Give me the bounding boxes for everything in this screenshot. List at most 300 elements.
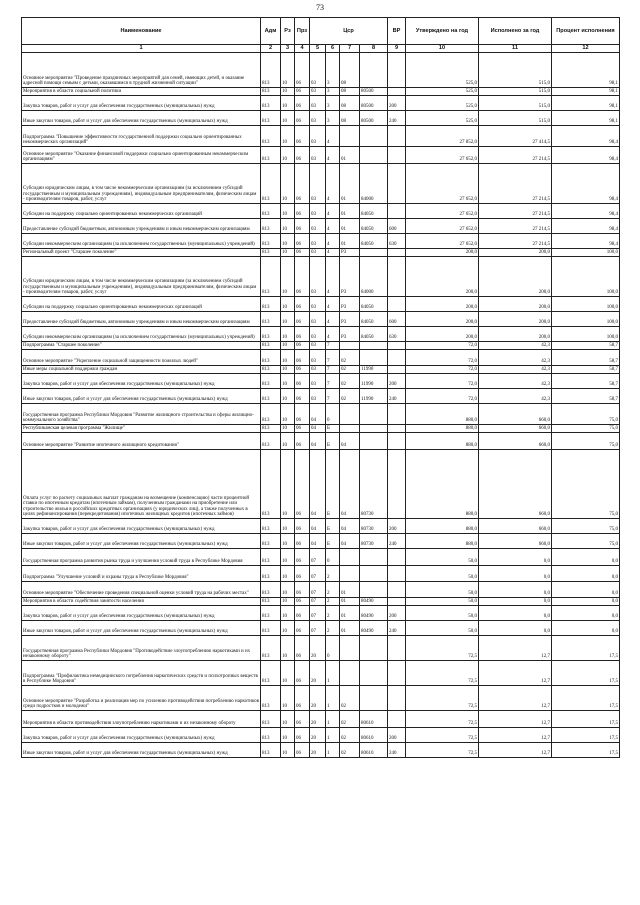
table-row [22,126,620,147]
table-row [22,342,620,350]
row-csr-3: 04 [340,433,360,450]
row-csr-2: 2 [326,598,340,606]
row-prz: 06 [295,234,310,249]
row-csr-2: Б [326,534,340,549]
row-csr-2: 7 [326,366,340,374]
row-executed: 200,0 [479,312,552,327]
row-csr-3 [340,425,360,433]
row-percent: 98,1 [552,111,620,126]
row-percent: 100,0 [552,312,620,327]
row-csr-1: 04 [310,404,326,425]
row-executed: 515,0 [479,96,552,111]
row-name: Оплата услуг по расчету социальных выплат гражданам на возмещение (компенсацию) части процентной ставки по ипотечным кредитам (ипотечным займам), полученным гражданами на приобретение или строительство жилья в российских кредитных организациях (у юридических лиц), а также полученных в целях рефинансирования (перекредитования) ипотечных жилищных кредитов (ипотечных займов) [22,450,261,519]
row-csr-1: 20 [310,686,326,711]
row-rz: 10 [281,728,295,743]
row-rz: 10 [281,374,295,389]
row-name: Иные закупки товаров, работ и услуг для обеспечения государственных (муниципальных) нужд [22,621,261,636]
row-csr-3 [340,661,360,686]
row-csr-4: 80500 [360,111,388,126]
row-executed: 515,0 [479,53,552,88]
table-row [22,389,620,404]
row-name: Мероприятия в области социальной политики [22,88,261,96]
row-csr-2: 1 [326,686,340,711]
row-vr [388,126,406,147]
row-vr [388,566,406,582]
row-csr-1: 03 [310,126,326,147]
row-name: Иные закупки товаров, работ и услуг для обеспечения государственных (муниципальных) нужд [22,389,261,404]
row-csr-2: 2 [326,606,340,621]
row-rz: 10 [281,549,295,566]
row-csr-1: 03 [310,219,326,234]
row-prz: 06 [295,728,310,743]
row-percent: 58,7 [552,366,620,374]
row-csr-3: 01 [340,582,360,598]
row-csr-4: 11990 [360,366,388,374]
row-executed: 42,3 [479,374,552,389]
row-percent: 98,4 [552,234,620,249]
row-prz: 06 [295,147,310,164]
row-executed: 12,7 [479,711,552,728]
row-percent: 17,5 [552,661,620,686]
row-rz: 10 [281,111,295,126]
row-prz: 06 [295,582,310,598]
row-rz: 10 [281,711,295,728]
row-rz: 10 [281,366,295,374]
row-csr-3: 01 [340,164,360,204]
row-approved: 50,0 [406,582,479,598]
row-prz: 06 [295,53,310,88]
row-rz: 10 [281,598,295,606]
row-executed: 0,0 [479,566,552,582]
row-name: Мероприятия в области противодействия злоупотреблению наркотиками и их незаконному обороту [22,711,261,728]
row-approved: 50,0 [406,598,479,606]
row-name: Республиканская целевая программа "Жилище" [22,425,261,433]
row-csr-4: 84000 [360,164,388,204]
row-adm: 813 [261,350,281,366]
row-executed: 200,0 [479,257,552,297]
row-prz: 06 [295,534,310,549]
row-adm: 813 [261,219,281,234]
row-approved: 525,0 [406,53,479,88]
row-csr-3: 01 [340,621,360,636]
row-adm: 813 [261,249,281,257]
row-approved: 50,0 [406,566,479,582]
row-percent: 17,5 [552,711,620,728]
row-csr-2: 7 [326,350,340,366]
row-csr-2: 3 [326,53,340,88]
row-csr-2: 0 [326,404,340,425]
row-approved: 525,0 [406,88,479,96]
table-row [22,219,620,234]
table-row [22,582,620,598]
row-csr-4 [360,425,388,433]
row-csr-4 [360,342,388,350]
row-prz: 06 [295,404,310,425]
row-csr-4 [360,404,388,425]
row-percent: 75,0 [552,519,620,534]
row-csr-3: 08 [340,88,360,96]
table-row [22,111,620,126]
row-name: Основное мероприятие "Оказание финансовой поддержки социально ориентированным некоммерческим организациям" [22,147,261,164]
row-percent: 58,7 [552,350,620,366]
col-number: 10 [406,45,479,53]
row-executed: 660,0 [479,519,552,534]
row-rz: 10 [281,297,295,312]
row-name: Государственная программа Республики Мордовия "Развитие жилищного строительства и сферы жилищно-коммунального хозяйства" [22,404,261,425]
row-csr-2: Б [326,450,340,519]
row-vr: 600 [388,312,406,327]
row-vr: 240 [388,621,406,636]
row-prz: 06 [295,621,310,636]
row-csr-1: 07 [310,621,326,636]
row-adm: 813 [261,549,281,566]
row-csr-3: P3 [340,257,360,297]
table-row [22,327,620,342]
table-row [22,88,620,96]
col-header-approved: Утверждено на год [406,18,479,45]
row-name: Региональный проект "Старшее поколение" [22,249,261,257]
row-percent: 58,7 [552,389,620,404]
row-executed: 660,0 [479,425,552,433]
row-csr-4: 84050 [360,297,388,312]
row-approved: 200,0 [406,249,479,257]
row-adm: 813 [261,164,281,204]
row-csr-1: 03 [310,164,326,204]
row-percent: 98,1 [552,53,620,88]
row-percent: 0,0 [552,598,620,606]
row-name: Подпрограмма "Старшее поколение" [22,342,261,350]
row-vr: 200 [388,728,406,743]
row-csr-1: 04 [310,534,326,549]
row-rz: 10 [281,404,295,425]
column-number-row [22,45,620,53]
row-vr [388,598,406,606]
row-adm: 813 [261,425,281,433]
row-csr-3: 01 [340,598,360,606]
row-csr-4 [360,566,388,582]
row-csr-2: 7 [326,342,340,350]
row-adm: 813 [261,636,281,661]
row-approved: 72,0 [406,366,479,374]
row-csr-4: 84050 [360,327,388,342]
row-name: Закупка товаров, работ и услуг для обеспечения государственных (муниципальных) нужд [22,728,261,743]
row-csr-2: 2 [326,566,340,582]
row-executed: 0,0 [479,549,552,566]
col-header-adm: Адм [261,18,281,45]
table-row [22,598,620,606]
row-vr [388,686,406,711]
row-prz: 06 [295,88,310,96]
row-csr-1: 03 [310,234,326,249]
row-csr-3: 02 [340,389,360,404]
row-approved: 72,0 [406,374,479,389]
row-name: Иные меры социальной поддержки граждан [22,366,261,374]
table-body [22,53,620,758]
row-prz: 06 [295,164,310,204]
row-name: Основное мероприятие "Обеспечение проведения специальной оценки условий труда на рабочих местах" [22,582,261,598]
row-csr-3: 02 [340,743,360,758]
table-row [22,53,620,88]
table-row [22,621,620,636]
row-adm: 813 [261,728,281,743]
row-name: Мероприятия в области содействия занятости населения [22,598,261,606]
row-approved: 72,5 [406,661,479,686]
row-vr: 240 [388,534,406,549]
row-csr-3: 02 [340,711,360,728]
col-number: 4 [295,45,310,53]
row-csr-4: 80730 [360,450,388,519]
row-csr-4 [360,433,388,450]
row-vr: 600 [388,219,406,234]
row-vr: 240 [388,389,406,404]
table-row [22,366,620,374]
row-percent: 58,7 [552,374,620,389]
row-prz: 06 [295,598,310,606]
row-csr-4 [360,582,388,598]
row-vr: 240 [388,111,406,126]
row-csr-2: 2 [326,582,340,598]
row-adm: 813 [261,686,281,711]
row-vr [388,257,406,297]
row-adm: 813 [261,234,281,249]
row-adm: 813 [261,88,281,96]
row-rz: 10 [281,164,295,204]
row-approved: 27 652,0 [406,204,479,219]
row-prz: 06 [295,450,310,519]
row-csr-4 [360,661,388,686]
row-name: Субсидии некоммерческим организациям (за исключением государственных (муниципальных) учреждений) [22,327,261,342]
row-csr-1: 04 [310,450,326,519]
row-csr-4: 80610 [360,743,388,758]
row-adm: 813 [261,598,281,606]
row-prz: 06 [295,433,310,450]
row-adm: 813 [261,404,281,425]
table-row [22,549,620,566]
row-csr-3: P3 [340,297,360,312]
row-percent: 100,0 [552,249,620,257]
row-csr-1: 03 [310,257,326,297]
row-csr-3: 01 [340,219,360,234]
row-approved: 72,5 [406,686,479,711]
row-vr: 240 [388,743,406,758]
row-name: Закупка товаров, работ и услуг для обеспечения государственных (муниципальных) нужд [22,606,261,621]
row-executed: 0,0 [479,582,552,598]
col-header-percent: Процент исполнения [552,18,620,45]
row-csr-4: 80610 [360,711,388,728]
row-executed: 0,0 [479,621,552,636]
row-csr-3 [340,126,360,147]
col-header-prz: Прз [295,18,310,45]
table-row [22,711,620,728]
row-percent: 75,0 [552,425,620,433]
row-prz: 06 [295,342,310,350]
row-approved: 72,5 [406,743,479,758]
row-rz: 10 [281,582,295,598]
row-prz: 06 [295,219,310,234]
row-csr-4 [360,147,388,164]
table-row [22,374,620,389]
row-rz: 10 [281,389,295,404]
row-percent: 100,0 [552,297,620,312]
table-row [22,743,620,758]
row-name: Иные закупки товаров, работ и услуг для обеспечения государственных (муниципальных) нужд [22,534,261,549]
row-csr-1: 03 [310,297,326,312]
row-csr-4: 11990 [360,374,388,389]
row-vr [388,425,406,433]
row-rz: 10 [281,686,295,711]
row-csr-1: 20 [310,743,326,758]
row-csr-4: 80490 [360,606,388,621]
row-adm: 813 [261,257,281,297]
table-row [22,249,620,257]
table-row [22,350,620,366]
row-name: Государственная программа развития рынка труда и улучшения условий труда в Республике Мордовия [22,549,261,566]
row-prz: 06 [295,312,310,327]
row-csr-3: 04 [340,450,360,519]
row-csr-3: 01 [340,204,360,219]
row-approved: 72,0 [406,389,479,404]
col-number: 11 [479,45,552,53]
row-vr: 200 [388,519,406,534]
row-rz: 10 [281,621,295,636]
row-approved: 880,0 [406,404,479,425]
row-prz: 06 [295,686,310,711]
row-percent: 17,5 [552,728,620,743]
row-approved: 880,0 [406,450,479,519]
row-csr-1: 07 [310,606,326,621]
row-csr-3: P3 [340,249,360,257]
row-adm: 813 [261,519,281,534]
row-approved: 72,0 [406,342,479,350]
row-approved: 72,5 [406,636,479,661]
row-prz: 06 [295,389,310,404]
row-csr-4: 84050 [360,219,388,234]
row-executed: 200,0 [479,249,552,257]
row-rz: 10 [281,204,295,219]
row-csr-3: 01 [340,147,360,164]
row-percent: 17,5 [552,636,620,661]
col-header-executed: Исполнено за год [479,18,552,45]
row-prz: 06 [295,297,310,312]
row-approved: 27 652,0 [406,147,479,164]
row-rz: 10 [281,433,295,450]
col-number: 12 [552,45,620,53]
row-rz: 10 [281,147,295,164]
row-vr [388,404,406,425]
row-adm: 813 [261,297,281,312]
row-vr: 200 [388,606,406,621]
row-csr-1: 03 [310,204,326,219]
row-prz: 06 [295,249,310,257]
row-csr-4: 80490 [360,621,388,636]
row-adm: 813 [261,606,281,621]
row-csr-3: P3 [340,327,360,342]
row-adm: 813 [261,147,281,164]
row-csr-3: 01 [340,606,360,621]
row-adm: 813 [261,366,281,374]
row-csr-2: 4 [326,257,340,297]
row-percent: 58,7 [552,342,620,350]
row-adm: 813 [261,126,281,147]
row-executed: 42,3 [479,342,552,350]
row-adm: 813 [261,566,281,582]
row-rz: 10 [281,519,295,534]
row-percent: 75,0 [552,433,620,450]
row-csr-4 [360,636,388,661]
row-csr-4: 80610 [360,728,388,743]
table-row [22,312,620,327]
row-vr: 200 [388,96,406,111]
row-csr-4: 80730 [360,534,388,549]
row-csr-2: 1 [326,728,340,743]
row-executed: 12,7 [479,661,552,686]
col-header-rz: Рз [281,18,295,45]
row-rz: 10 [281,350,295,366]
row-percent: 17,5 [552,686,620,711]
row-percent: 98,1 [552,88,620,96]
row-csr-1: 03 [310,111,326,126]
row-rz: 10 [281,743,295,758]
row-executed: 27 214,5 [479,204,552,219]
row-csr-2: Б [326,425,340,433]
row-prz: 06 [295,606,310,621]
col-number: 3 [281,45,295,53]
table-row [22,404,620,425]
row-prz: 06 [295,425,310,433]
row-csr-1: 03 [310,147,326,164]
col-header-name: Наименование [22,18,261,45]
row-name: Предоставление субсидий бюджетным, автономным учреждениям и иным некоммерческим организациям [22,312,261,327]
row-vr [388,661,406,686]
row-name: Иные закупки товаров, работ и услуг для обеспечения государственных (муниципальных) нужд [22,743,261,758]
row-percent: 0,0 [552,621,620,636]
row-name: Субсидии юридическим лицам, в том числе некоммерческим организациям (за исключением субсидий государственным и муниципальным учреждениям), индивидуальным предпринимателям, физическим лицам - производителям товаров, работ, услуг [22,257,261,297]
row-prz: 06 [295,350,310,366]
row-csr-1: 03 [310,389,326,404]
row-csr-3 [340,549,360,566]
row-name: Подпрограмма "Профилактика немедицинского потребления наркотических средств и психотропных веществ в Республике Мордовия" [22,661,261,686]
row-vr [388,549,406,566]
row-rz: 10 [281,534,295,549]
row-csr-2: 4 [326,249,340,257]
row-adm: 813 [261,661,281,686]
row-executed: 42,3 [479,389,552,404]
row-executed: 12,7 [479,686,552,711]
row-csr-4 [360,53,388,88]
row-name: Подпрограмма "Улучшение условий и охраны труда в Республике Мордовия" [22,566,261,582]
row-rz: 10 [281,96,295,111]
table-row [22,297,620,312]
row-prz: 06 [295,204,310,219]
row-prz: 06 [295,566,310,582]
row-name: Субсидии на поддержку социально ориентированных некоммерческих организаций [22,297,261,312]
row-rz: 10 [281,566,295,582]
row-executed: 515,0 [479,88,552,96]
row-percent: 98,4 [552,147,620,164]
row-executed: 12,7 [479,636,552,661]
row-percent: 75,0 [552,404,620,425]
table-row [22,519,620,534]
row-name: Иные закупки товаров, работ и услуг для обеспечения государственных (муниципальных) нужд [22,111,261,126]
row-csr-2: 4 [326,204,340,219]
row-csr-1: 20 [310,728,326,743]
row-percent: 0,0 [552,549,620,566]
row-prz: 06 [295,126,310,147]
row-approved: 27 652,0 [406,219,479,234]
row-percent: 98,4 [552,164,620,204]
row-csr-4 [360,549,388,566]
row-csr-3: 08 [340,96,360,111]
